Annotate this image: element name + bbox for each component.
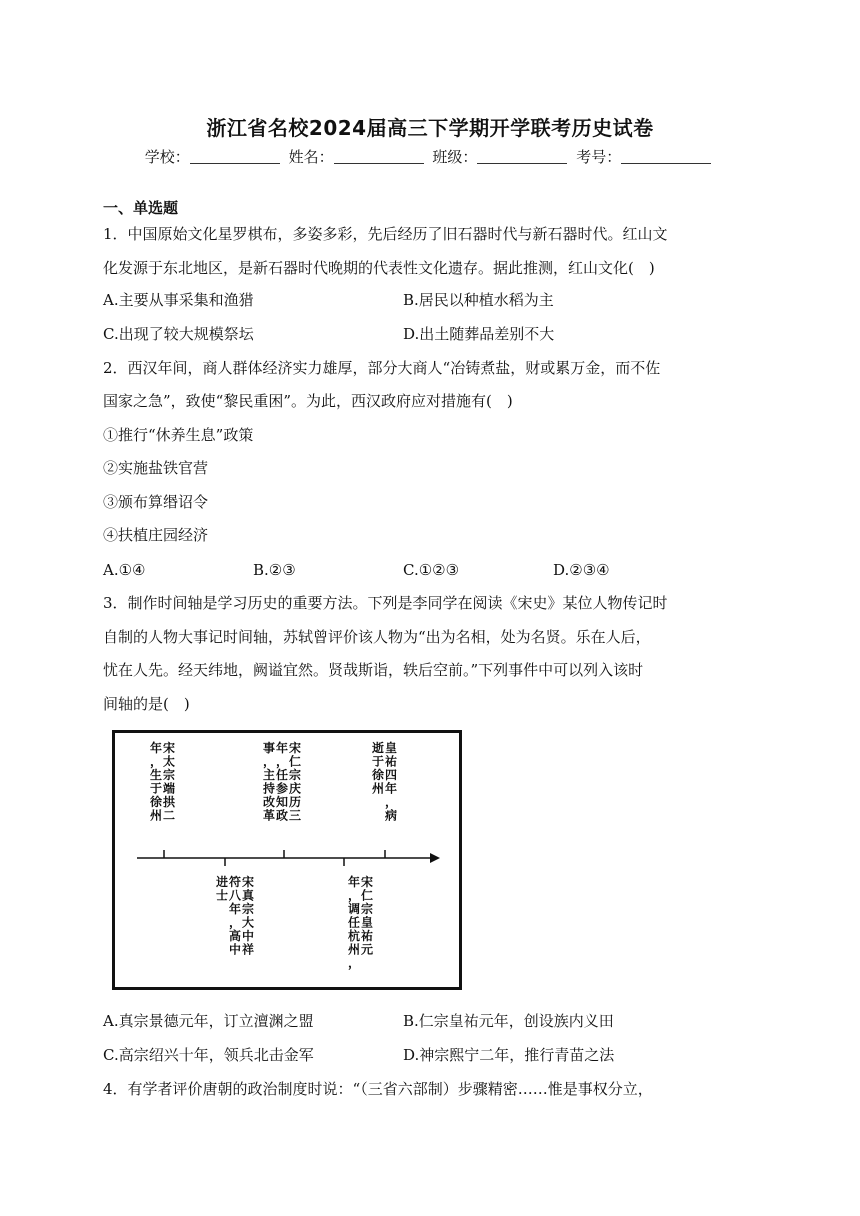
timeline-label-top3-1: 皇祐四年，病: [384, 741, 398, 823]
q3-stem-line2: 自制的人物大事记时间轴，苏轼曾评价该人物为“出为名相，处为名贤。乐在人后，: [103, 628, 651, 646]
q2-option-a[interactable]: A.①④: [103, 561, 146, 579]
q2-statement-1: ①推行“休养生息”政策: [103, 426, 254, 444]
timeline-label-top2-2: 年，任参知政: [275, 741, 289, 823]
timeline-label-top1-1: 宋太宗端拱二: [162, 741, 176, 823]
q1-option-a[interactable]: A.主要从事采集和渔猎: [103, 291, 254, 309]
q1-stem-line2: 化发源于东北地区，是新石器时代晚期的代表性文化遗存。据此推测，红山文化( ): [103, 259, 655, 277]
q2-statement-4: ④扶植庄园经济: [103, 526, 209, 544]
q1-option-b[interactable]: B.居民以种植水稻为主: [403, 291, 554, 309]
q3-option-c[interactable]: C.高宗绍兴十年，领兵北击金军: [103, 1046, 314, 1064]
timeline-label-bottom2-1: 宋仁宗皇祐元: [360, 875, 374, 957]
q2-statement-3: ③颁布算缗诏令: [103, 493, 209, 511]
timeline-label-bottom1-1: 宋真宗大中祥: [241, 875, 255, 957]
q2-option-d[interactable]: D.②③④: [553, 561, 610, 579]
student-info-row: [0, 146, 860, 167]
class-label: 班级：: [432, 148, 478, 166]
q2-option-b[interactable]: B.②③: [253, 561, 296, 579]
class-blank[interactable]: [477, 149, 567, 164]
timeline-label-bottom1-2: 符八年，高中: [228, 875, 242, 957]
timeline-label-bottom2-2: 年，调任杭州，: [347, 875, 361, 970]
number-label: 考号：: [576, 148, 622, 166]
timeline-label-top2-3: 事，主持改革: [262, 741, 276, 823]
timeline-figure: [112, 730, 462, 990]
school-blank[interactable]: [190, 149, 280, 164]
name-label: 姓名：: [288, 148, 334, 166]
name-blank[interactable]: [334, 149, 424, 164]
q1-option-c[interactable]: C.出现了较大规模祭坛: [103, 325, 254, 343]
q2-statement-2: ②实施盐铁官营: [103, 459, 209, 477]
q2-option-c[interactable]: C.①②③: [403, 561, 460, 579]
q3-option-b[interactable]: B.仁宗皇祐元年，创设族内义田: [403, 1012, 614, 1030]
q2-stem-line2: 国家之急”，致使“黎民重困”。为此，西汉政府应对措施有( ): [103, 392, 513, 410]
school-label: 学校：: [144, 148, 190, 166]
timeline-label-bottom1-3: 进士: [215, 875, 229, 903]
q3-option-d[interactable]: D.神宗熙宁二年，推行青苗之法: [403, 1046, 615, 1064]
number-blank[interactable]: [621, 149, 711, 164]
q2-stem-line1: 2．西汉年间，商人群体经济实力雄厚，部分大商人“冶铸煮盐，财或累万金，而不佐: [103, 359, 661, 377]
q3-stem-line1: 3．制作时间轴是学习历史的重要方法。下列是李同学在阅读《宋史》某位人物传记时: [103, 594, 668, 612]
timeline-label-top1-2: 年，生于徐州: [149, 741, 163, 823]
section-heading: 一、单选题: [103, 199, 179, 217]
page-title: 浙江省名校2024届高三下学期开学联考历史试卷: [206, 116, 654, 140]
timeline-label-top3-2: 逝于徐州: [371, 741, 385, 796]
q4-stem-line1: 4．有学者评价唐朝的政治制度时说：“（三省六部制）步骤精密……惟是事权分立，: [103, 1080, 653, 1098]
q3-option-a[interactable]: A.真宗景德元年，订立澶渊之盟: [103, 1012, 314, 1030]
q1-option-d[interactable]: D.出土随葬品差别不大: [403, 325, 555, 343]
q1-stem-line1: 1．中国原始文化星罗棋布，多姿多彩，先后经历了旧石器时代与新石器时代。红山文: [103, 225, 668, 243]
timeline-label-top2-1: 宋仁宗庆历三: [288, 741, 302, 823]
q3-stem-line3: 忧在人先。经天纬地，阙谥宜然。贤哉斯诣，轶后空前。”下列事件中可以列入该时: [103, 661, 644, 679]
q3-stem-line4: 间轴的是( ): [103, 695, 190, 713]
